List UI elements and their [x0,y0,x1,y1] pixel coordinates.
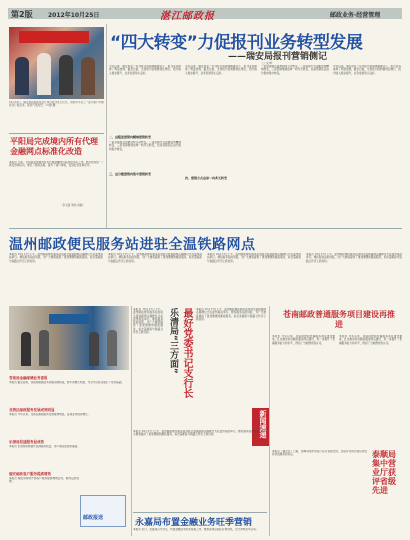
bottom-headline: 永嘉局布置金融业务旺季营销 [135,518,253,528]
divider [133,512,267,513]
lead-body-col1: 今年以来，瑞安局在一系列报刊营销策略推动下，报刊业务取得了明显成效，截至目前，全局报刊流转额同比增长，报刊收入稳步提升，业务发展势头良好。 [109,65,181,75]
lead-body-col4: 今年以来，瑞安局在一系列报刊营销策略推动下，报刊业务取得了明显成效，截至目前，全局报刊流转额同比增长，报刊收入稳步提升，业务发展势头良好。 [333,65,401,75]
banner-body-col2: 本报讯 10月17日上午，温州邮政便民服务站进驻全温铁路网点揭牌仪式在温州南站举行。便民服务站的进驻，为广大旅客提供了更加便捷的邮政服务，标志着邮政与铁路合作迈上新台阶。 [108,253,202,263]
masthead-logo: 湛江邮政报 [160,11,215,22]
banner-body-col4: 本报讯 10月17日上午，温州邮政便民服务站进驻全温铁路网点揭牌仪式在温州南站举行。便民服务站的进驻，为广大旅客提供了更加便捷的邮政服务，标志着邮政与铁路合作迈上新台阶。 [306,253,402,263]
banner-headline: 温州邮政便民服务站进驻全温铁路网点 [9,237,256,253]
lead-subhead-3: 三、由分散营销向集中营销转变 [109,172,152,176]
brief-title: 苍南局金融邮储业务喜报 [9,376,48,380]
section-title: 邮政业务·经营管理 [330,12,381,19]
brief-title: 龙湾区邮政服务发展成效明显 [9,408,55,412]
lead-subhead-2: 二、由粗放营销向精细营销转变 [109,135,152,139]
center-body-narrow: 本报讯 10月17日上午，温州邮政便民服务站进驻全温铁路网点揭牌仪式在温州南站举行。便民服务站的进驻，为广大旅客提供了更加便捷的邮政服务，标志着邮政与铁路合作迈上新台阶。 [133,308,163,335]
center-lower-body: 本报讯 10月17日上午，温州邮政便民服务站进驻全温铁路网点揭牌仪式在温州南站举行。便民服务站的进驻，为广大旅客提供了更加便捷的邮政服务，标志着邮政与铁路合作迈上新台阶。 [133,430,267,437]
lead-subhead: ——瑞安局报刊营销侧记 [228,52,328,62]
left-article-byline: （李文昌 周伟 供稿） [60,204,85,207]
brief-title: 乐清局投递服务显成效 [9,440,44,444]
cangnan-headline: 苍南邮政普通服务项目建设再推进 [283,310,395,329]
column-divider [106,24,107,228]
right-body: 本报讯（通讯员）日前，泰顺局集中营业厅获评省级先进，这是对该局长期以来坚持优质服务的肯定。 [272,450,367,457]
service-station-photo [9,306,129,370]
issue-date: 2012年10月25日 [48,12,100,19]
bottom-body: 本报讯 近日，永嘉局召开会议，布置金融业务旺季营销工作，要求各网点抓住有利时机，全力冲刺全年任务。 [133,528,259,531]
event-photo [9,27,104,99]
divider [9,228,402,229]
lead-headline: “四大转变”力促报刊业务转型发展 [110,33,363,53]
left-article-headline: 平阳局完成境内所有代理金融网点标准化改造 [10,137,98,156]
column-divider [269,306,270,536]
banner-body-col3: 本报讯 10月17日上午，温州邮政便民服务站进驻全温铁路网点揭牌仪式在温州南站举行。便民服务站的进驻，为广大旅客提供了更加便捷的邮政服务，标志着邮政与铁路合作迈上新台阶。 [207,253,301,263]
page-number: 第2版 [11,10,33,19]
brief-body: 本报讯 截至目前，苍南局邮储业务余额突破新高，较年初增长明显，为全年目标完成打下坚实基础。 [9,381,124,384]
lead-body-col2: 今年以来，瑞安局在一系列报刊营销策略推动下，报刊业务取得了明显成效，截至目前，全局报刊流转额同比增长，报刊收入稳步提升，业务发展势头良好。 [185,65,257,75]
lead-body-col1b: 一是营销观念由被动向主动转变，二是营销方式由粗放向精细转变，三是营销渠道由单一向多元转变，四是营销队伍由分散向集中转变。 [109,141,181,151]
lead-subhead-4: 四、营销方式由单一向多元转变 [185,176,228,180]
banner-body-col1: 本报讯 10月17日上午，温州邮政便民服务站进驻全温铁路网点揭牌仪式在温州南站举行。便民服务站的进驻，为广大旅客提供了更加便捷的邮政服务，标志着邮政与铁路合作迈上新台阶。 [9,253,103,263]
postal-stamp-graphic [80,495,126,527]
lead-byline: □ 文/叶 [262,61,273,65]
divider [9,133,104,134]
column-divider [131,306,132,536]
vertical-headline: 最好党委书记支行长 [181,308,192,398]
brief-body: 本报讯 乐清局积极提升投递服务质量，用户满意度稳步提高。 [9,445,80,448]
photo-caption: 10月14日，瑞安局在邮政营业厅举行报刊发行仪式，局领导与员工一起为客户办理报刊订阅业务，现场气氛热烈。（叶静 摄） [9,101,104,108]
center-body-col: 本报讯 10月17日上午，温州邮政便民服务站进驻全温铁路网点揭牌仪式在温州南站举行。便民服务站的进驻，为广大旅客提供了更加便捷的邮政服务，标志着邮政与铁路合作迈上新台阶。 [196,308,266,321]
cangnan-body-col1: 本报讯 今年以来，苍南局按照普遍服务项目建设要求，扎实推进农村邮政服务网点建设，进一步提升了普遍服务能力和水平，得到了当地群众的认可。 [272,335,335,345]
brief-body: 本报讯 今年以来，龙湾区邮政服务发展成效明显，各项业务稳步增长。 [9,413,91,416]
vertical-subhead: 乐清局“三方面” [168,308,178,374]
brief-body: 本报讯 瑞安局持续开展客户服务提质增效活动，取得良好成效。 [9,477,79,484]
right-headline: 泰顺局集中营业厅获评省级先进 [372,450,396,495]
lead-body-col3: 一是营销观念由被动向主动转变，二是营销方式由粗放向精细转变，三是营销渠道由单一向多元转变，四是营销队伍由分散向集中转变。 [261,65,329,75]
stamp-label: 邮政报送 [83,515,104,521]
news-badge-label: 新闻速递 [259,410,267,438]
brief-title: 瑞安邮政客户服务提质增效 [9,472,51,476]
cangnan-body-col2: 本报讯 今年以来，苍南局按照普遍服务项目建设要求，扎实推进农村邮政服务网点建设，进一步提升了普遍服务能力和水平，得到了当地群众的认可。 [339,335,402,345]
left-article-body: 本报讯 日前，平阳局完成境内所有代理金融网点标准化改造工作。此次改造统一了网点形象标识，规范了服务流程，提升了客户体验，受到社会各界好评。 [9,161,104,168]
